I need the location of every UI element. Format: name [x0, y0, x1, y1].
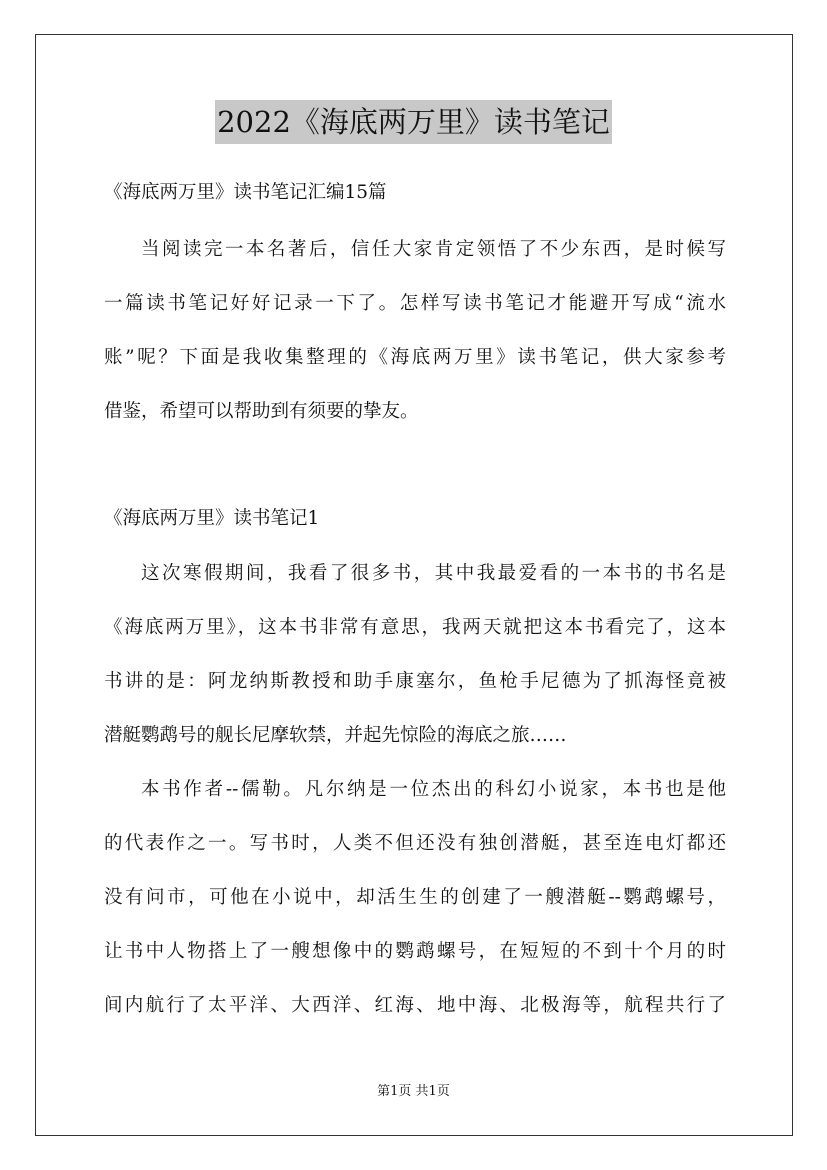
- page-number-footer: 第1页 共1页: [377, 1084, 450, 1099]
- paragraph2-line-1: 本书作者--儒勒。凡尔纳是一位杰出的科幻小说家，本书也是他: [141, 779, 726, 800]
- paragraph1-line-2: 《海底两万里》，这本书非常有意思，我两天就把这本书看完了，这本: [104, 617, 726, 638]
- intro-line-1: 当阅读完一本名著后，信任大家肯定领悟了不少东西，是时候写: [141, 239, 726, 260]
- paragraph2-line-2: 的代表作之一。写书时，人类不但还没有独创潜艇，甚至连电灯都还: [104, 833, 726, 854]
- paragraph2-line-4: 让书中人物搭上了一艘想像中的鹦鹉螺号，在短短的不到十个月的时: [104, 941, 726, 962]
- paragraph2-line-5: 间内航行了太平洋、大西洋、红海、地中海、北极海等，航程共行了: [104, 995, 726, 1016]
- intro-line-2: 一篇读书笔记好好记录一下了。怎样写读书笔记才能避开写成“流水: [104, 293, 726, 314]
- document-title: 2022《海底两万里》读书笔记: [215, 100, 612, 144]
- paragraph1-line-3: 书讲的是：阿龙纳斯教授和助手康塞尔，鱼枪手尼德为了抓海怪竟被: [104, 671, 726, 692]
- paragraph1-line-1: 这次寒假期间，我看了很多书，其中我最爱看的一本书的书名是: [141, 563, 726, 584]
- section-heading: 《海底两万里》读书笔记1: [104, 508, 320, 529]
- intro-line-4: 借鉴，希望可以帮助到有须要的挚友。: [104, 401, 419, 422]
- paragraph1-line-4: 潜艇鹦鹉号的舰长尼摩软禁，并起先惊险的海底之旅……: [104, 725, 567, 746]
- document-subtitle: 《海底两万里》读书笔记汇编15篇: [104, 182, 387, 203]
- intro-line-3: 账”呢？下面是我收集整理的《海底两万里》读书笔记，供大家参考: [104, 347, 726, 368]
- title-container: [0, 100, 827, 144]
- paragraph2-line-3: 没有问市，可他在小说中，却活生生的创建了一艘潜艇--鹦鹉螺号，: [104, 887, 726, 908]
